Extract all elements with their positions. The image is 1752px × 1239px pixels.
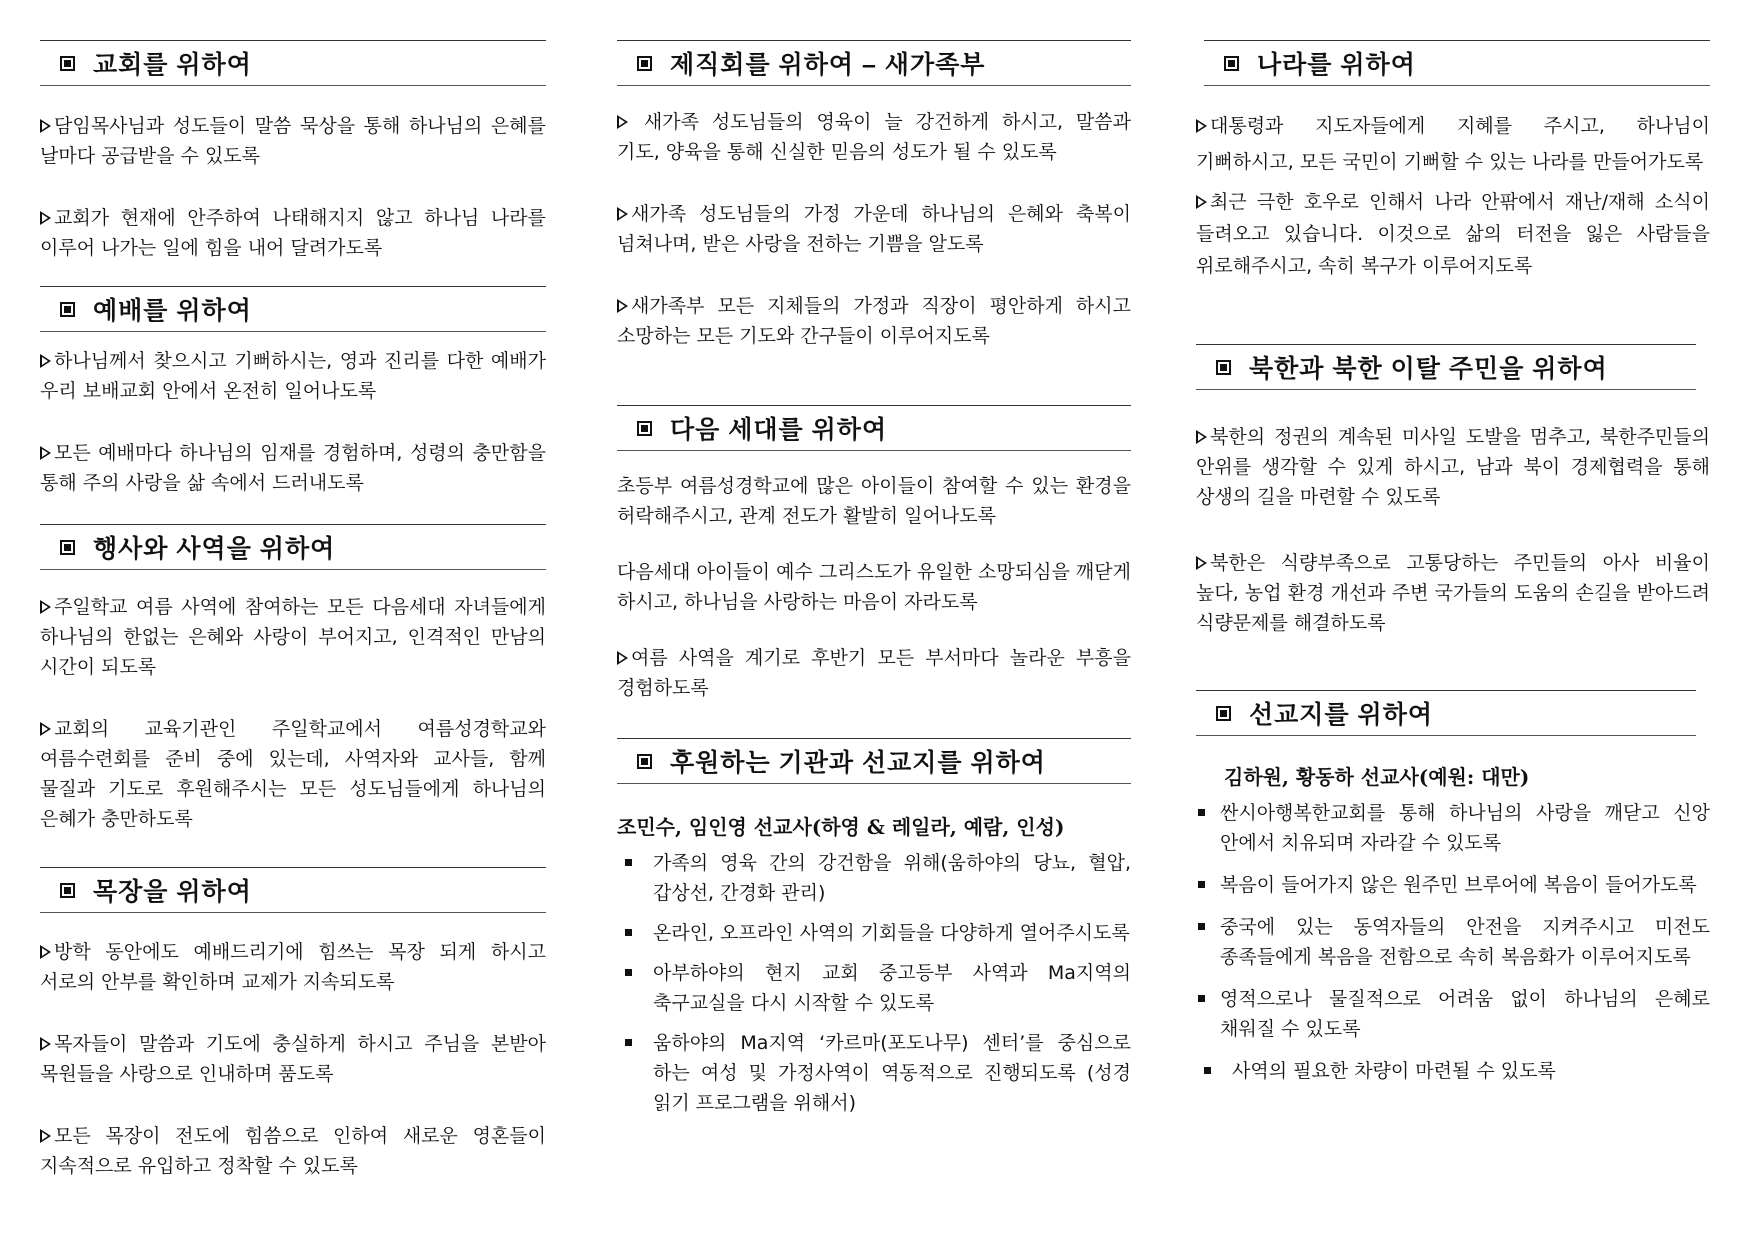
square-bullet-icon [60,883,75,898]
prayer-item: 목자들이 말씀과 기도에 충실하게 하시고 주님을 본받아 목원들을 사랑으로 인내하며 품도록 [40,1033,546,1085]
prayer-item: 새가족부 모든 지체들의 가정과 직장이 평안하게 하시고 소망하는 모든 기도와 간구들이 이루어지도록 [617,295,1131,347]
section-mission-field [1196,690,1710,1086]
triangle-bullet-icon [40,1037,51,1051]
prayer-item: 대통령과 지도자들에게 지혜를 주시고, 하나님이 기뻐하시고, 모든 국민이 기뻐할 수 있는 나라를 만들어가도록 [1196,115,1710,173]
triangle-bullet-icon [1196,119,1207,133]
prayer-item: 새가족 성도님들의 가정 가운데 하나님의 은혜와 축복이 넘쳐나며, 받은 사랑을 전하는 기쁨을 알도록 [617,203,1131,255]
triangle-bullet-icon [40,722,51,736]
section-title: 교회를 위하여 [93,51,252,79]
section-title: 북한과 북한 이탈 주민을 위하여 [1249,355,1608,383]
section-header [617,405,1131,451]
triangle-bullet-icon [40,600,51,614]
prayer-bullet: 복음이 들어가지 않은 원주민 브루어에 복음이 들어가도록 [1196,870,1710,900]
section-title: 예배를 위하여 [93,297,252,325]
square-bullet-icon [60,56,75,71]
section-title: 제직회를 위하여 – 새가족부 [670,51,986,79]
triangle-bullet-icon [40,945,51,959]
prayer-item: 주일학교 여름 사역에 참여하는 모든 다음세대 자녀들에게 하나님의 한없는 은혜와 사랑이 부어지고, 인격적인 만남의 시간이 되도록 [40,596,546,678]
section-header [40,867,546,913]
square-bullet-icon [637,754,652,769]
prayer-item: 북한의 정권의 계속된 미사일 도발을 멈추고, 북한주민들의 안위를 생각할 수 있게 하시고, 남과 북이 경제협력을 통해 상생의 길을 마련할 수 있도록 [1196,426,1710,508]
square-bullet-icon [60,302,75,317]
section-north-korea [1196,344,1710,638]
section-header [40,286,546,332]
prayer-item: 방학 동안에도 예배드리기에 힘쓰는 목장 되게 하시고 서로의 안부를 확인하며 교제가 지속되도록 [40,941,546,993]
prayer-item: 모든 목장이 전도에 힘씀으로 인하여 새로운 영혼들이 지속적으로 유입하고 정착할 수 있도록 [40,1125,546,1177]
section-title: 다음 세대를 위하여 [670,416,888,444]
prayer-bullet: 중국에 있는 동역자들의 안전을 지켜주시고 미전도 종족들에게 복음을 전함으로 속히 복음화가 이루어지도록 [1196,912,1710,972]
section-deacons-newfamily [617,40,1131,351]
prayer-bullet: 온라인, 오프라인 사역의 기회들을 다양하게 열어주시도록 [617,918,1131,948]
triangle-bullet-icon [1196,556,1207,570]
prayer-bullet: 아부하야의 현지 교회 중고등부 사역과 Ma지역의 축구교실을 다시 시작할 수 있도록 [617,958,1131,1018]
section-supported-missions [617,738,1131,1118]
section-header [40,524,546,570]
triangle-bullet-icon [617,651,628,665]
prayer-item: 다음세대 아이들이 예수 그리스도가 유일한 소망되심을 깨닫게 하시고, 하나님을 사랑하는 마음이 자라도록 [617,561,1131,613]
triangle-bullet-icon [40,354,51,368]
triangle-bullet-icon [617,207,628,221]
prayer-item: 모든 예배마다 하나님의 임재를 경험하며, 성령의 충만함을 통해 주의 사랑을 삶 속에서 드러내도록 [40,442,546,494]
triangle-bullet-icon [1196,430,1207,444]
section-header [1196,690,1696,736]
prayer-bullet: 움하야의 Ma지역 ‘카르마(포도나무) 센터’를 중심으로 하는 여성 및 가정사역이 역동적으로 진행되도록 (성경 읽기 프로그램을 위해서) [617,1028,1131,1118]
section-worship [40,286,546,498]
triangle-bullet-icon [617,299,628,313]
section-next-generation [617,405,1131,703]
triangle-bullet-icon [40,119,51,133]
square-bullet-icon [1216,706,1231,721]
triangle-bullet-icon [40,1129,51,1143]
section-small-groups [40,867,546,1181]
triangle-bullet-icon [1196,195,1207,209]
triangle-bullet-icon [40,211,51,225]
prayer-item: 교회가 현재에 안주하여 나태해지지 않고 하나님 나라를 이루어 나가는 일에 힘을 내어 달려가도록 [40,207,546,259]
prayer-item: 담임목사님과 성도들이 말씀 묵상을 통해 하나님의 은혜를 날마다 공급받을 수 있도록 [40,115,546,167]
section-nation [1196,40,1710,282]
prayer-item: 여름 사역을 계기로 후반기 모든 부서마다 놀라운 부흥을 경험하도록 [617,647,1131,699]
section-title: 후원하는 기관과 선교지를 위하여 [670,749,1046,777]
missionary-name: 김하원, 황동하 선교사(예원: 대만) [1224,765,1530,789]
triangle-bullet-icon [617,115,628,129]
prayer-bullet: 가족의 영육 간의 강건함을 위해(움하야의 당뇨, 혈압, 갑상선, 간경화 관리) [617,848,1131,908]
section-header [1204,40,1710,86]
prayer-item: 하나님께서 찾으시고 기뻐하시는, 영과 진리를 다한 예배가 우리 보배교회 안에서 온전히 일어나도록 [40,350,546,402]
section-title: 선교지를 위하여 [1249,701,1433,729]
section-title: 행사와 사역을 위하여 [93,535,336,563]
square-bullet-icon [1216,360,1231,375]
square-bullet-icon [637,56,652,71]
section-title: 나라를 위하여 [1257,51,1416,79]
section-title: 목장을 위하여 [93,878,252,906]
section-church [40,40,546,263]
section-header [617,40,1131,86]
prayer-bullet: 영적으로나 물질적으로 어려움 없이 하나님의 은혜로 채워질 수 있도록 [1196,984,1710,1044]
square-bullet-icon [637,421,652,436]
triangle-bullet-icon [40,446,51,460]
square-bullet-icon [60,540,75,555]
prayer-item: 새가족 성도님들의 영육이 늘 강건하게 하시고, 말씀과 기도, 양육을 통해 신실한 믿음의 성도가 될 수 있도록 [617,111,1131,163]
prayer-item: 초등부 여름성경학교에 많은 아이들이 참여할 수 있는 환경을 허락해주시고, 관계 전도가 활발히 일어나도록 [617,475,1131,527]
section-header [1196,344,1696,390]
prayer-item: 교회의 교육기관인 주일학교에서 여름성경학교와 여름수련회를 준비 중에 있는데, 사역자와 교사들, 함께 물질과 기도로 후원해주시는 모든 성도님들에게 하나님의 은혜가 충만하도록 [40,718,546,830]
section-header [617,738,1131,784]
section-header [40,40,546,86]
prayer-bullet: 싼시아행복한교회를 통해 하나님의 사랑을 깨닫고 신앙 안에서 치유되며 자라갈 수 있도록 [1196,798,1710,858]
section-events-ministry [40,524,546,834]
square-bullet-icon [1224,56,1239,71]
prayer-item: 북한은 식량부족으로 고통당하는 주민들의 아사 비율이 높다, 농업 환경 개선과 주변 국가들의 도움의 손길을 받아드려 식량문제를 해결하도록 [1196,552,1710,634]
prayer-bullet: 사역의 필요한 차량이 마련될 수 있도록 [1196,1056,1710,1086]
missionary-name: 조민수, 임인영 선교사(하영 & 레일라, 예람, 인성) [617,815,1065,839]
prayer-item: 최근 극한 호우로 인해서 나라 안팎에서 재난/재해 소식이 들려오고 있습니다. 이것으로 삶의 터전을 잃은 사람들을 위로해주시고, 속히 복구가 이루어지도록 [1196,191,1710,277]
